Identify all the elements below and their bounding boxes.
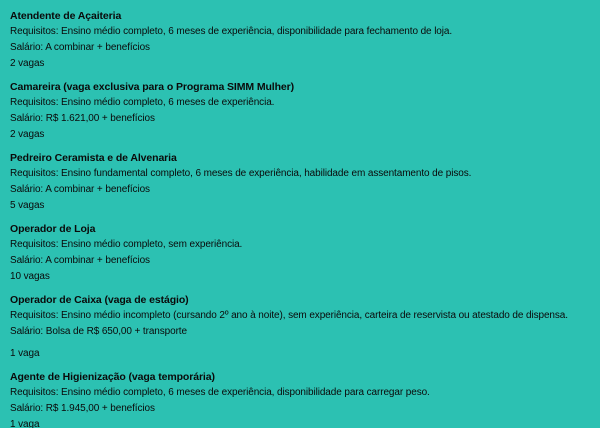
job-requirements: Requisitos: Ensino fundamental completo, 6 meses de experiência, habilidade em assentamento de pisos. [10,168,472,179]
job-listing [10,221,590,285]
job-title: Operador de Caixa (vaga de estágio) [10,294,189,306]
job-title: Agente de Higienização (vaga temporária) [10,371,215,383]
job-listing [10,150,590,214]
job-requirements: Requisitos: Ensino médio completo, 6 meses de experiência, disponibilidade para carregar peso. [10,387,430,398]
job-requirements: Requisitos: Ensino médio completo, 6 meses de experiência, disponibilidade para fechamento de loja. [10,26,453,37]
job-vacancies: 1 vaga [10,419,40,428]
job-vacancies: 10 vagas [10,271,50,282]
job-salary: Salário: Bolsa de R$ 650,00 + transporte [10,326,187,337]
job-vacancies: 5 vagas [10,200,45,211]
job-requirements: Requisitos: Ensino médio incompleto (cursando 2º ano à noite), sem experiência, carteira de reservista ou atestado de dispensa. [10,310,568,321]
job-salary: Salário: A combinar + benefícios [10,184,150,195]
job-salary: Salário: R$ 1.945,00 + benefícios [10,403,155,414]
job-listing [10,79,590,143]
job-title: Operador de Loja [10,223,96,235]
job-title: Atendente de Açaiteria [10,10,122,22]
job-listings [10,8,590,428]
job-vacancies: 2 vagas [10,58,45,69]
job-listing [10,292,590,362]
job-title: Pedreiro Ceramista e de Alvenaria [10,152,177,164]
job-listing [10,8,590,72]
job-vacancies: 1 vaga [10,348,40,359]
job-title: Camareira (vaga exclusiva para o Programa SIMM Mulher) [10,81,295,93]
job-salary: Salário: A combinar + benefícios [10,42,150,53]
job-salary: Salário: R$ 1.621,00 + benefícios [10,113,155,124]
job-vacancies: 2 vagas [10,129,45,140]
job-requirements: Requisitos: Ensino médio completo, 6 meses de experiência. [10,97,275,108]
job-salary: Salário: A combinar + benefícios [10,255,150,266]
job-listing [10,369,590,428]
job-requirements: Requisitos: Ensino médio completo, sem experiência. [10,239,243,250]
